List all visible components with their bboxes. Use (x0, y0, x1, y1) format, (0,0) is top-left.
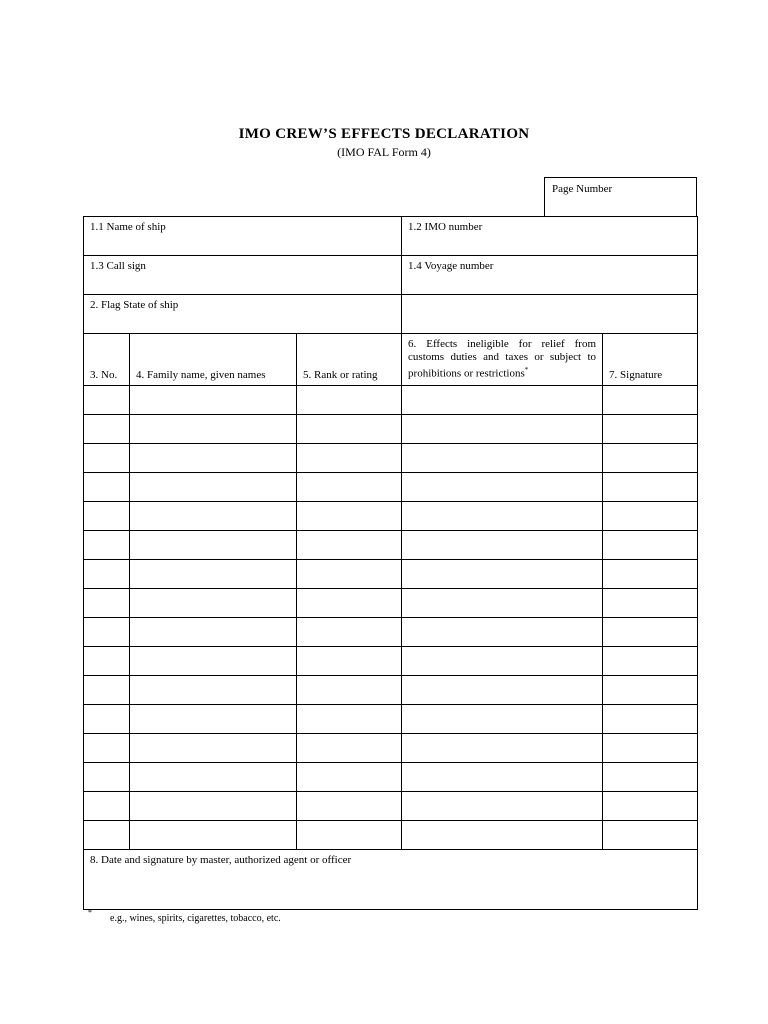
flag-state-value-field[interactable] (402, 295, 698, 334)
signature-cell[interactable] (603, 501, 698, 530)
family-name-cell[interactable] (130, 675, 297, 704)
table-row (84, 675, 698, 704)
signature-cell[interactable] (603, 588, 698, 617)
family-name-cell[interactable] (130, 704, 297, 733)
rank-cell[interactable] (297, 704, 402, 733)
page-number-label: Page Number (552, 183, 613, 195)
table-row (84, 414, 698, 443)
name-of-ship-label: 1.1 Name of ship (90, 221, 166, 233)
rank-cell[interactable] (297, 385, 402, 414)
table-row (84, 530, 698, 559)
no-cell[interactable] (84, 733, 130, 762)
effects-cell[interactable] (402, 733, 603, 762)
table-row (84, 588, 698, 617)
signature-cell[interactable] (603, 559, 698, 588)
family-name-cell[interactable] (130, 501, 297, 530)
footnote-text: e.g., wines, spirits, cigarettes, tobacco, etc. (110, 913, 281, 924)
effects-cell[interactable] (402, 617, 603, 646)
family-name-cell[interactable] (130, 414, 297, 443)
family-name-cell[interactable] (130, 472, 297, 501)
no-cell[interactable] (84, 762, 130, 791)
family-name-cell[interactable] (130, 617, 297, 646)
call-sign-field[interactable] (84, 256, 402, 295)
effects-cell[interactable] (402, 472, 603, 501)
footnote-marker: * (524, 366, 529, 374)
col-header-effects (402, 334, 603, 386)
no-cell[interactable] (84, 414, 130, 443)
effects-cell[interactable] (402, 704, 603, 733)
no-cell[interactable] (84, 472, 130, 501)
rank-cell[interactable] (297, 472, 402, 501)
rank-cell[interactable] (297, 646, 402, 675)
signature-cell[interactable] (603, 530, 698, 559)
signature-cell[interactable] (603, 762, 698, 791)
family-name-cell[interactable] (130, 385, 297, 414)
family-name-cell[interactable] (130, 443, 297, 472)
no-cell[interactable] (84, 675, 130, 704)
no-cell[interactable] (84, 501, 130, 530)
no-cell[interactable] (84, 385, 130, 414)
date-signature-label: 8. Date and signature by master, authorized agent or officer (90, 853, 352, 866)
table-row (84, 443, 698, 472)
table-row (84, 559, 698, 588)
rank-cell[interactable] (297, 501, 402, 530)
family-name-cell[interactable] (130, 646, 297, 675)
rank-cell[interactable] (297, 588, 402, 617)
family-name-cell[interactable] (130, 791, 297, 820)
family-name-cell[interactable] (130, 762, 297, 791)
table-row (84, 733, 698, 762)
table-row (84, 704, 698, 733)
effects-cell[interactable] (402, 588, 603, 617)
table-row (84, 617, 698, 646)
call-sign-label: 1.3 Call sign (90, 260, 146, 272)
family-name-cell[interactable] (130, 559, 297, 588)
rank-cell[interactable] (297, 530, 402, 559)
effects-cell[interactable] (402, 530, 603, 559)
voyage-number-field[interactable] (402, 256, 698, 295)
effects-cell[interactable] (402, 762, 603, 791)
family-name-cell[interactable] (130, 820, 297, 849)
col-header-no: 3. No. (84, 334, 130, 386)
signature-cell[interactable] (603, 414, 698, 443)
no-cell[interactable] (84, 617, 130, 646)
effects-cell[interactable] (402, 559, 603, 588)
rank-cell[interactable] (297, 820, 402, 849)
voyage-number-label: 1.4 Voyage number (408, 260, 494, 272)
effects-cell[interactable] (402, 385, 603, 414)
col-header-family-name: 4. Family name, given names (130, 334, 297, 386)
rank-cell[interactable] (297, 791, 402, 820)
no-cell[interactable] (84, 530, 130, 559)
signature-cell[interactable] (603, 675, 698, 704)
effects-cell[interactable] (402, 791, 603, 820)
table-row (84, 791, 698, 820)
page-subtitle: (IMO FAL Form 4) (337, 145, 431, 159)
flag-state-label: 2. Flag State of ship (90, 299, 179, 311)
imo-number-label: 1.2 IMO number (408, 221, 483, 233)
table-row (84, 501, 698, 530)
no-cell[interactable] (84, 559, 130, 588)
col-header-signature: 7. Signature (603, 334, 698, 386)
family-name-cell[interactable] (130, 588, 297, 617)
column-header-row (84, 334, 698, 386)
no-cell[interactable] (84, 704, 130, 733)
no-cell[interactable] (84, 588, 130, 617)
rank-cell[interactable] (297, 443, 402, 472)
rank-cell[interactable] (297, 675, 402, 704)
signature-cell[interactable] (603, 472, 698, 501)
signature-cell[interactable] (603, 791, 698, 820)
flag-state-field[interactable] (84, 295, 402, 334)
rank-cell[interactable] (297, 414, 402, 443)
rank-cell[interactable] (297, 617, 402, 646)
signature-cell[interactable] (603, 443, 698, 472)
signature-cell[interactable] (603, 617, 698, 646)
signature-cell[interactable] (603, 704, 698, 733)
table-row (84, 762, 698, 791)
col-header-rank: 5. Rank or rating (297, 334, 402, 386)
effects-cell[interactable] (402, 501, 603, 530)
rank-cell[interactable] (297, 762, 402, 791)
effects-cell[interactable] (402, 646, 603, 675)
signature-cell[interactable] (603, 646, 698, 675)
imo-number-field[interactable] (402, 217, 698, 256)
name-of-ship-field[interactable] (84, 217, 402, 256)
signature-cell[interactable] (603, 385, 698, 414)
rank-cell[interactable] (297, 559, 402, 588)
no-cell[interactable] (84, 443, 130, 472)
crew-effects-form (83, 216, 698, 910)
table-row (84, 820, 698, 849)
col-header-effects-text: 6. Effects ineligible for relief from customs duties and taxes or subject to prohibitions or restrictions (408, 338, 597, 380)
page-title: IMO CREW’S EFFECTS DECLARATION (238, 126, 530, 142)
page-number-field[interactable] (544, 177, 697, 217)
table-row (84, 472, 698, 501)
effects-cell[interactable] (402, 675, 603, 704)
rank-cell[interactable] (297, 733, 402, 762)
effects-cell[interactable] (402, 414, 603, 443)
family-name-cell[interactable] (130, 530, 297, 559)
footnote-mark: * (88, 908, 92, 917)
effects-cell[interactable] (402, 820, 603, 849)
table-row (84, 646, 698, 675)
no-cell[interactable] (84, 820, 130, 849)
family-name-cell[interactable] (130, 733, 297, 762)
table-row (84, 385, 698, 414)
no-cell[interactable] (84, 646, 130, 675)
effects-cell[interactable] (402, 443, 603, 472)
signature-cell[interactable] (603, 733, 698, 762)
date-signature-field[interactable] (84, 849, 698, 909)
no-cell[interactable] (84, 791, 130, 820)
signature-cell[interactable] (603, 820, 698, 849)
